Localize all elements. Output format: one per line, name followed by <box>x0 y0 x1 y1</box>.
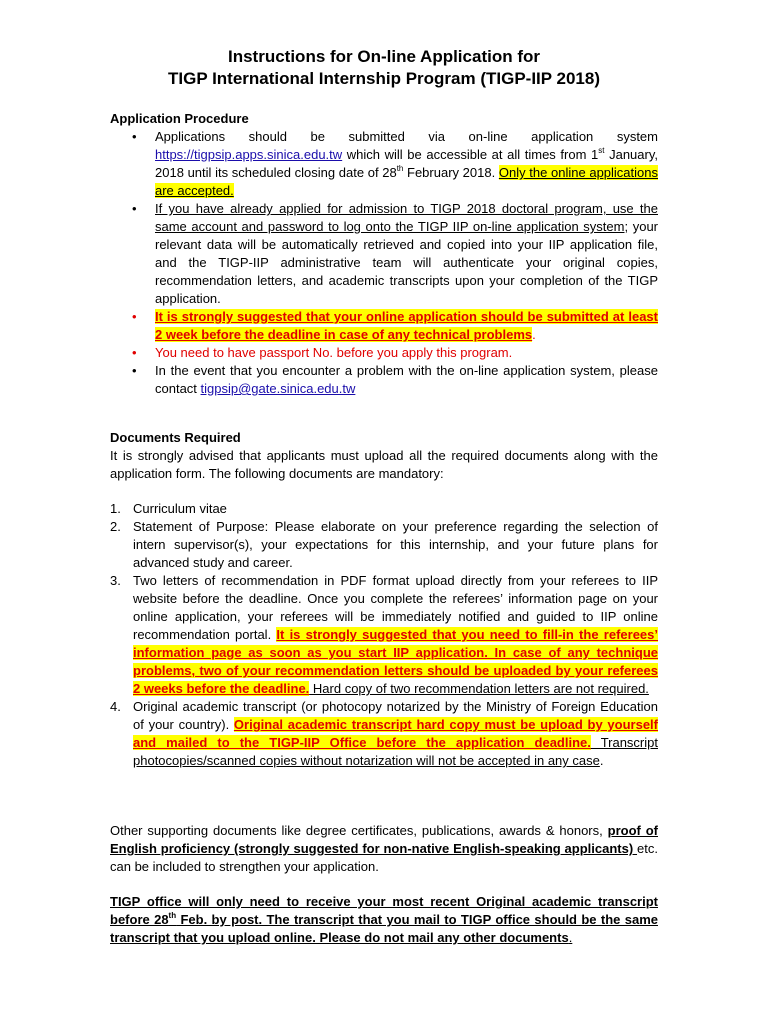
bullet-passport: • You need to have passport No. before you apply this program. <box>132 345 513 360</box>
online-only-highlight: Only the online applications are accepted. <box>155 165 658 198</box>
list-item: 2. Statement of Purpose: Please elaborate on your preference regarding the selection of intern supervisor(s), your expectations for this internship, and your future plans for advanced study and career. <box>110 519 658 570</box>
list-item: 3. Two letters of recommendation in PDF format upload directly from your referees to IIP website before the deadline. Once you complete the referees’ information page on your online application, your referees will be immediately notified and guided to IIP online recommendation portal. It is strongly suggested that you need to fill-in the referees’ information page as soon as you start IIP application. In case of any technique problems, two of your recommendation letters should be uploaded by your referees 2 weeks before the deadline. Hard copy of two recommendation letters are not required. <box>110 573 658 696</box>
documents-required-heading: Documents Required <box>110 430 241 445</box>
recommendation-warning: It is strongly suggested that you need to fill-in the referees’ information page as soon as you start IIP application. In case of any technique problems, two of your recommendation letters should be uploaded by your referees 2 weeks before the deadline. <box>133 627 658 696</box>
bullet-dot-icon: • <box>132 363 137 378</box>
list-item: 4. Original academic transcript (or photocopy notarized by the Ministry of Foreign Education of your country). Original academic transcript hard copy must be upload by yourself and mailed to the TIGP-IIP Office before the application deadline. Transcript photocopies/scanned copies without notarization will not be accepted in any case. <box>110 699 658 768</box>
title-line-2: TIGP International Internship Program (TIGP-IIP 2018) <box>167 69 600 88</box>
bullet-submit-early: • It is strongly suggested that your online application should be submitted at least 2 week before the deadline in case of any technical problems. <box>132 309 658 342</box>
bullet-dot-icon: • <box>132 201 137 216</box>
procedure-bullet-list <box>110 128 658 398</box>
bullet-contact: • In the event that you encounter a problem with the on-line application system, please contact tigpsip@gate.sinica.edu.tw <box>132 363 658 396</box>
application-procedure-heading: Application Procedure <box>110 111 249 126</box>
transcript-warning: Original academic transcript hard copy must be upload by yourself and mailed to the TIGP-IIP Office before the application deadline. <box>133 717 658 750</box>
submit-early-warning: It is strongly suggested that your online application should be submitted at least 2 week before the deadline in case of any technical problems <box>155 309 658 342</box>
contact-email-link[interactable]: tigpsip@gate.sinica.edu.tw <box>200 381 356 396</box>
documents-intro: It is strongly advised that applicants must upload all the required documents along with the application form. The following documents are mandatory: <box>110 448 658 481</box>
list-item: 1. Curriculum vitae <box>110 501 227 516</box>
bullet-dot-icon: • <box>132 345 137 360</box>
transcript-mail-notice: TIGP office will only need to receive your most recent Original academic transcript before 28th Feb. by post. The transcript that you mail to TIGP office should be the same transcript that you upload online. Please do not mail any other documents. <box>110 894 658 945</box>
bullet-dot-icon: • <box>132 129 137 144</box>
bullet-dot-icon: • <box>132 309 137 324</box>
document-title <box>60 46 708 90</box>
title-line-1: Instructions for On-line Application for <box>228 47 540 66</box>
bullet-online-system: • Applications should be submitted via on-line application system https://tigpsip.apps.sinica.edu.tw which will be accessible at all times from 1st January, 2018 until its scheduled closing date of 28th February 2018. Only the online applications are accepted. <box>132 129 658 198</box>
application-system-link[interactable]: https://tigpsip.apps.sinica.edu.tw <box>155 147 343 162</box>
documents-list <box>110 500 658 770</box>
bullet-same-account: • If you have already applied for admission to TIGP 2018 doctoral program, use the same account and password to log onto the TIGP IIP on-line application system; your relevant data will be automatically retrieved and copied into your IIP application file, and the TIGP-IIP administrative team will authenticate your original copies, recommendation letters, and academic transcripts upon your completion of the TIGP application. <box>132 201 659 306</box>
other-documents-paragraph: Other supporting documents like degree certificates, publications, awards & honors, proof of English proficiency (strongly suggested for non-native English-speaking applicants) etc. can be included to strengthen your application. <box>110 823 658 874</box>
